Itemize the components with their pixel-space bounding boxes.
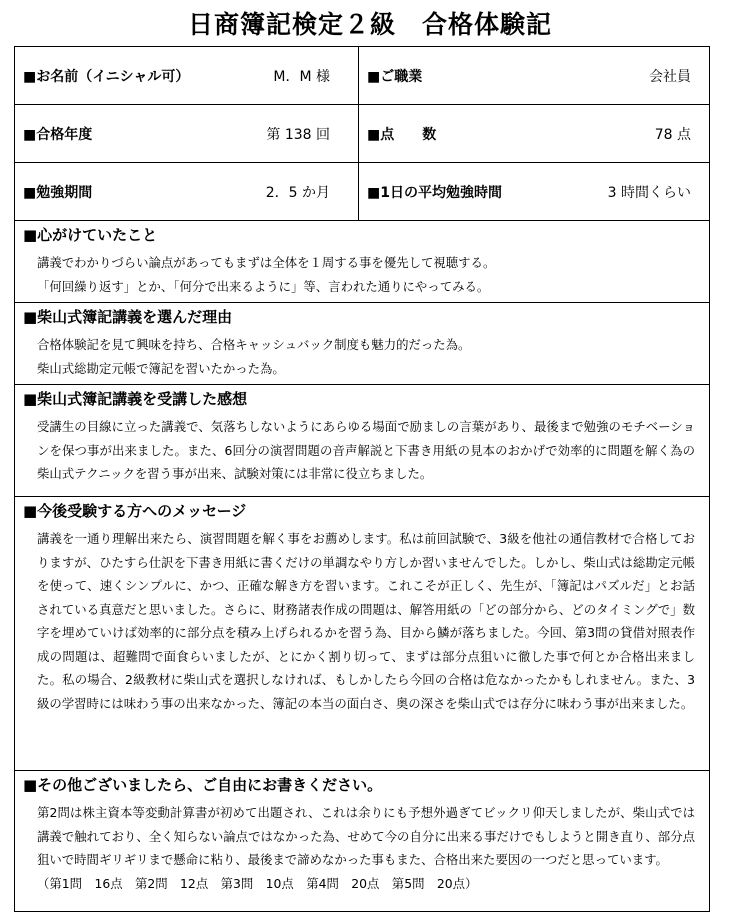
- section-title: ■その他ございましたら、ご自由にお書きください。: [23, 776, 383, 794]
- page-title: 日商簿記検定２級 合格体験記: [187, 10, 552, 39]
- period-cell: [15, 163, 359, 221]
- score-label: ■点 数: [367, 126, 437, 143]
- score-cell: [359, 105, 709, 163]
- name-label: ■お名前（イニシャル可）: [23, 68, 190, 85]
- section-title: ■柴山式簿記講義を受講した感想: [23, 390, 248, 408]
- section-impression: [15, 385, 709, 497]
- score-value: 78 点: [654, 126, 691, 143]
- daily-hours-value: 3 時間くらい: [607, 184, 691, 201]
- section-body: [37, 801, 695, 895]
- section-body: [37, 415, 695, 486]
- job-label: ■ご職業: [367, 68, 423, 85]
- section-mindset: [15, 221, 709, 303]
- year-value: 第 138 回: [266, 126, 330, 143]
- period-value: 2．5 か月: [265, 184, 330, 201]
- section-reason: [15, 303, 709, 385]
- body-line: 「何回繰り返す」とか、「何分で出来るように」等、言われた通りにやってみる。: [37, 278, 490, 294]
- daily-hours-label: ■1日の平均勉強時間: [367, 184, 502, 201]
- testimonial-form: [14, 46, 710, 912]
- section-other: [15, 771, 709, 911]
- daily-hours-cell: [359, 163, 709, 221]
- body-line: 合格体験記を見て興味を持ち、合格キャッシュバック制度も魅力的だった為。: [37, 337, 471, 352]
- score-breakdown: （第1問 16点 第2問 12点 第3問 10点 第4問 20点 第5問 20点）: [37, 875, 478, 891]
- section-body: [37, 251, 695, 298]
- body-text: 受講生の目線に立った講義で、気落ちしないようにあらゆる場面で励ましの言葉があり、最後まで勉強のモチベーションを保つ事が出来ました。また、6回分の演習問題の音声解説と下書き用紙の見本のおかげで効率的に問題を解く為の柴山式テクニックを習う事が出来、試験対策には非常に役立ちました。: [37, 419, 695, 481]
- body-line: 講義でわかりづらい論点があってもまずは全体を１周する事を優先して視聴する。: [37, 255, 496, 270]
- period-label: ■勉強期間: [23, 184, 93, 201]
- body-line: 柴山式総勘定元帳で簿記を習いたかった為。: [37, 360, 285, 376]
- year-label: ■合格年度: [23, 126, 93, 143]
- name-cell: [15, 47, 359, 105]
- name-value: M．M 様: [273, 68, 330, 85]
- year-cell: [15, 105, 359, 163]
- section-message: [15, 497, 709, 771]
- body-text: 講義を一通り理解出来たら、演習問題を解く事をお薦めします。私は前回試験で、3級を他社の通信教材で合格しておりますが、ひたすら仕訳を下書き用紙に書くだけの単調なやり方しか習いませんでした。しかし、柴山式は総勘定元帳を使って、速くシンプルに、かつ、正確な解き方を習います。これこそが正しく、先生が、「簿記はパズルだ」とお話されている真意だと思いました。さらに、財務諸表作成の問題は、解答用紙の「どの部分から、どのタイミングで」数字を埋めていけば効率的に部分点を積み上げられるかを習う為、目から鱗が落ちました。今回、第3問の貸借対照表作成の問題は、超難問で面食らいましたが、とにかく割り切って、まずは部分点狙いに徹した事で何とか合格出来ました。私の場合、2級教材に柴山式を選択しなければ、もしかしたら今回の合格は危なかったかもしれません。また、3級の学習時には味わう事の出来なかった、簿記の本当の面白さ、奥の深さを柴山式では存分に味わう事が出来ました。: [37, 531, 695, 711]
- info-grid: [15, 47, 709, 221]
- section-title: ■柴山式簿記講義を選んだ理由: [23, 308, 233, 326]
- job-value: 会社員: [649, 68, 691, 85]
- section-body: [37, 333, 695, 380]
- section-title: ■今後受験する方へのメッセージ: [23, 502, 247, 520]
- section-body: [37, 527, 695, 715]
- section-title: ■心がけていたこと: [23, 226, 158, 244]
- body-text: 第2問は株主資本等変動計算書が初めて出題され、これは余りにも予想外過ぎてビックリ仰天しましたが、柴山式では講義で触れており、全く知らない論点ではなかった為、せめて今の自分に出来る事だけでもしようと開き直り、部分点狙いで時間ギリギリまで懸命に粘り、最後まで諦めなかった事もまた、合格出来た要因の一つだと思っています。: [37, 805, 695, 867]
- job-cell: [359, 47, 709, 105]
